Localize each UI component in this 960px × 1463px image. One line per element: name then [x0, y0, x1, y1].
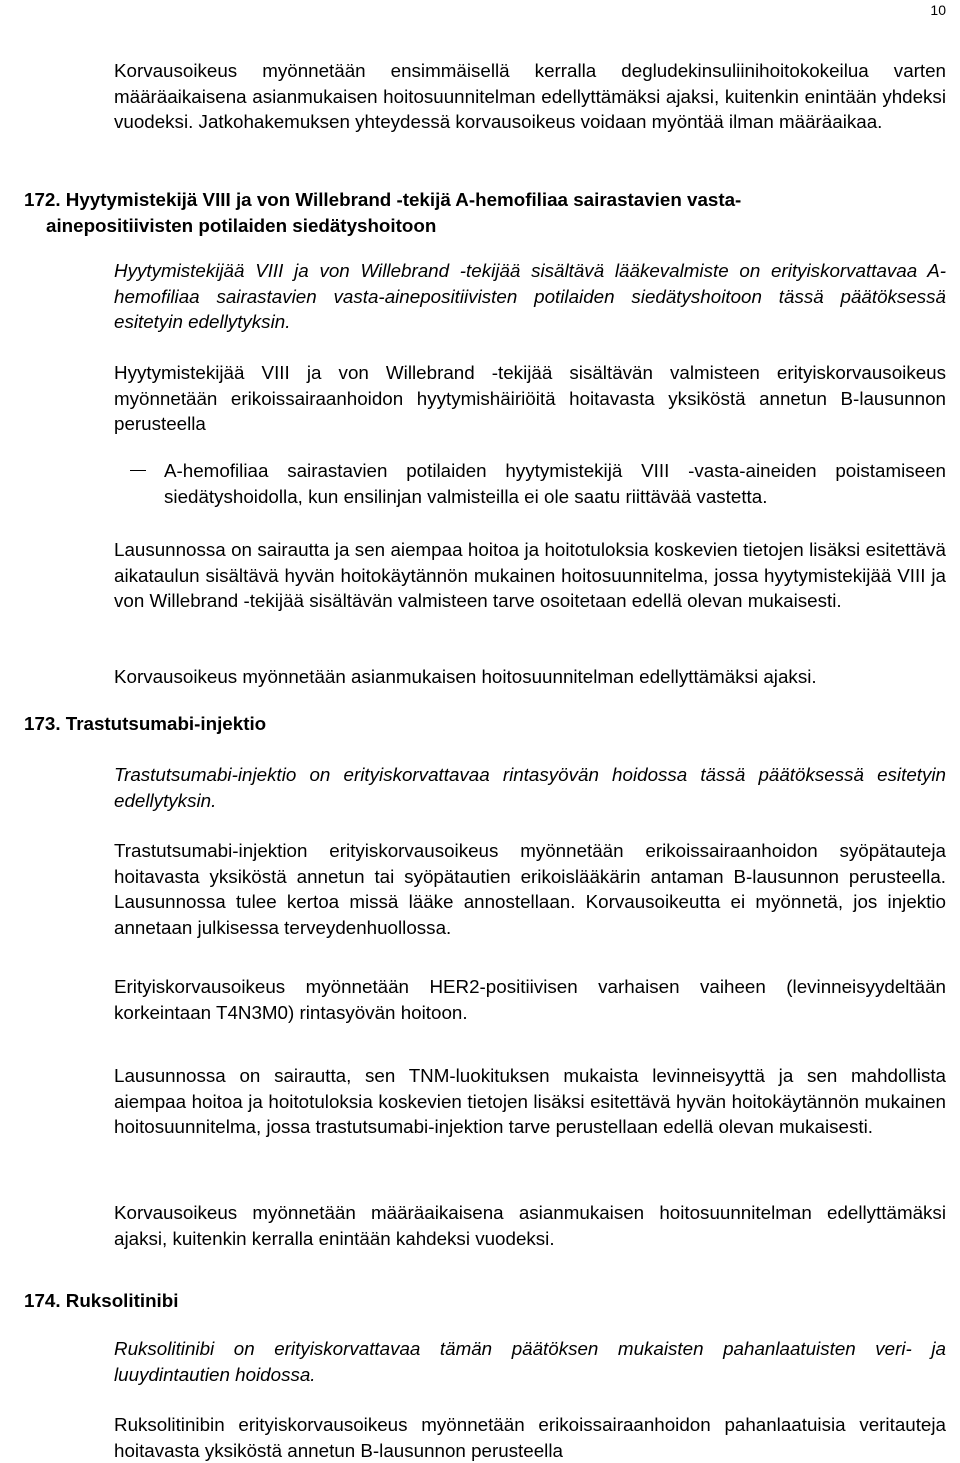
section-172-title-line1: Hyytymistekijä VIII ja von Willebrand -tekijä A-hemofiliaa sairastavien vasta-: [65, 189, 742, 210]
section-172-italic-intro: Hyytymistekijää VIII ja von Willebrand -tekijää sisältävä lääkevalmiste on erityiskorvattavaa A-hemofiliaa sairastavien vasta-ainepositiivisten potilaiden siedätyshoitoon tässä päätöksessä esitetyin edellytyksin.: [114, 260, 946, 332]
section-174-heading: 174. Ruksolitinibi: [24, 1290, 179, 1311]
section-173-heading: 173. Trastutsumabi-injektio: [24, 713, 267, 734]
section-172-paragraph-1: Hyytymistekijää VIII ja von Willebrand -tekijää sisältävän valmisteen erityiskorvausoikeus myönnetään erikoissairaanhoidon hyytymishäiriöitä hoitavasta yksiköstä annetun B-lausunnon perusteella: [114, 362, 946, 434]
section-173-paragraph-1: Trastutsumabi-injektion erityiskorvausoikeus myönnetään erikoissairaanhoidon syöpätauteja hoitavasta yksiköstä annetun tai syöpätautien erikoislääkärin antaman B-lausunnon perusteella. Lausunnossa tulee kertoa missä lääke annostellaan. Korvausoikeutta ei myönnetä, jos injektio annetaan julkisessa terveydenhuollossa.: [114, 840, 946, 938]
section-172-paragraph-3: Korvausoikeus myönnetään asianmukaisen hoitosuunnitelman edellyttämäksi ajaksi.: [114, 666, 817, 687]
page-number: 10: [930, 2, 946, 18]
bullet-dash: [130, 470, 146, 471]
section-172-paragraph-2: Lausunnossa on sairautta ja sen aiempaa hoitoa ja hoitotuloksia koskevien tietojen lisäksi esitettävä aikataulun sisältävä hyvän hoitokäytännön mukainen hoitosuunnitelma, jossa hyytymistekijää VIII ja von Willebrand -tekijää sisältävän valmisteen tarve osoitetaan edellä olevan mukaisesti.: [114, 539, 946, 611]
section-173-italic-intro: Trastutsumabi-injektio on erityiskorvattavaa rintasyövän hoidossa tässä päätöksessä esitetyin edellytyksin.: [114, 764, 946, 811]
section-173-paragraph-3: Lausunnossa on sairautta, sen TNM-luokituksen mukaista levinneisyyttä ja sen mahdollista aiempaa hoitoa ja hoitotuloksia koskevien tietojen lisäksi esitettävä hyvän hoitokäytännön mukainen hoitosuunnitelma, jossa trastutsumabi-injektion tarve perustellaan edellä olevan mukaisesti.: [114, 1065, 946, 1137]
section-172-bullet-item: A-hemofiliaa sairastavien potilaiden hyytymistekijä VIII -vasta-aineiden poistamiseen siedätyshoidolla, kun ensilinjan valmisteilla ei ole saatu riittävää vastetta.: [164, 460, 946, 507]
section-173-paragraph-4: Korvausoikeus myönnetään määräaikaisena asianmukaisen hoitosuunnitelman edellyttämäksi ajaksi, kuitenkin kerralla enintään kahdeksi vuodeksi.: [114, 1202, 946, 1249]
section-174-italic-intro: Ruksolitinibi on erityiskorvattavaa tämän päätöksen mukaisten pahanlaatuisten veri- ja luuydintautien hoidossa.: [114, 1338, 946, 1385]
section-172-title-line2: ainepositiivisten potilaiden siedätyshoitoon: [46, 214, 437, 236]
section-174-paragraph-1: Ruksolitinibin erityiskorvausoikeus myönnetään erikoissairaanhoidon pahanlaatuisia veritauteja hoitavasta yksiköstä annetun B-lausunnon perusteella: [114, 1414, 946, 1461]
intro-paragraph: Korvausoikeus myönnetään ensimmäisellä kerralla degludekinsuliinihoitokokeilua varten määräaikaisena asianmukaisen hoitosuunnitelman edellyttämäksi ajaksi, kuitenkin enintään yhdeksi vuodeksi. Jatkohakemuksen yhteydessä korvausoikeus voidaan myöntää ilman määräaikaa.: [114, 60, 946, 132]
section-172-number: 172.: [24, 189, 61, 210]
section-172-heading: [24, 187, 934, 238]
section-173-paragraph-2: Erityiskorvausoikeus myönnetään HER2-positiivisen varhaisen vaiheen (levinneisyydeltään korkeintaan T4N3M0) rintasyövän hoitoon.: [114, 976, 946, 1023]
